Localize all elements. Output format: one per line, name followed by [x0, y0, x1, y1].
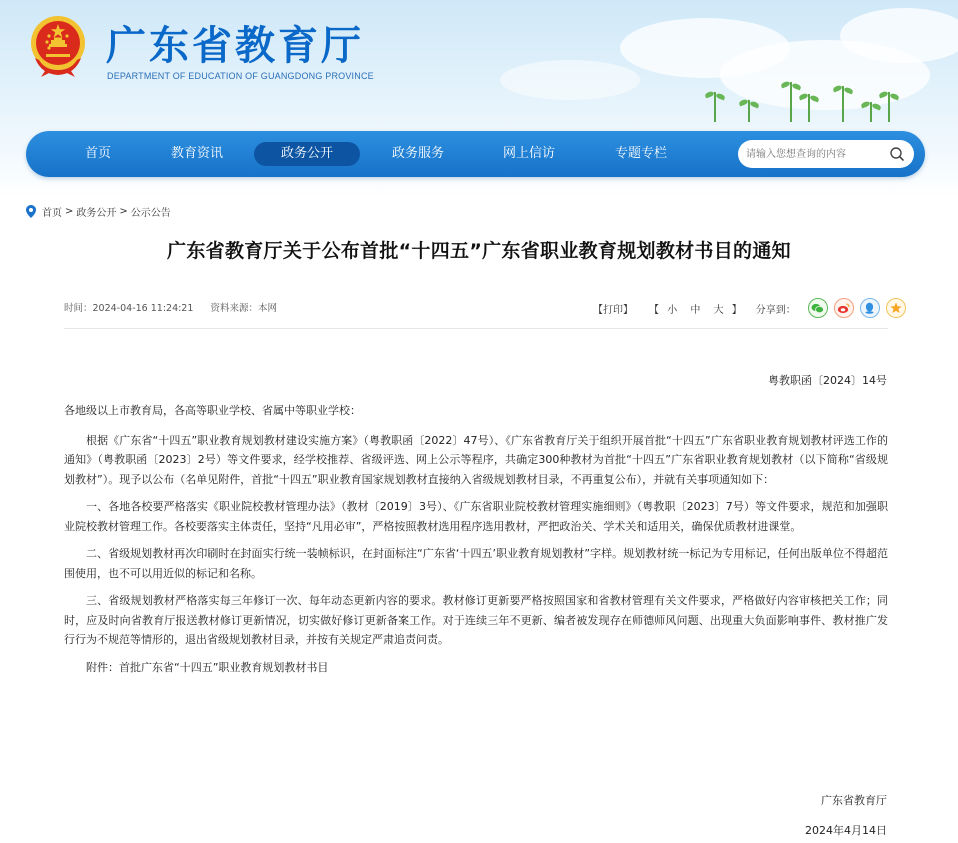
nav-item-education-news[interactable]: 教育资讯 — [170, 146, 223, 161]
addressee: 各地级以上市教育局，各高等职业学校、省属中等职业学校： — [64, 404, 361, 417]
nav-item-special-topics[interactable]: 专题专栏 — [614, 146, 667, 161]
breadcrumb-announcements[interactable]: 公示公告 — [130, 207, 171, 219]
site-header — [0, 0, 958, 200]
nav-item-government-affairs[interactable]: 政务公开 — [254, 142, 360, 166]
article-meta — [64, 300, 291, 314]
qq-icon[interactable] — [860, 298, 880, 318]
site-title: 广东省教育厅 — [106, 23, 364, 69]
publish-time: 时间：2024-04-16 11:24:21 — [64, 303, 194, 314]
cloud-decoration — [500, 60, 640, 100]
search-input[interactable] — [746, 144, 886, 164]
sprout-decoration — [790, 82, 792, 122]
sprout-decoration — [870, 102, 872, 122]
article-content — [64, 401, 888, 685]
qzone-icon[interactable] — [886, 298, 906, 318]
sprout-decoration — [808, 94, 810, 122]
breadcrumb-government-affairs[interactable]: 政务公开 — [76, 207, 117, 219]
weibo-icon[interactable] — [834, 298, 854, 318]
share-label: 分享到： — [755, 304, 796, 316]
nav-item-government-services[interactable]: 政务服务 — [391, 146, 444, 161]
location-pin-icon — [26, 205, 36, 218]
paragraph: 根据《广东省“十四五”职业教育规划教材建设实施方案》（粤教职函〔2022〕47号）、《广东省教育厅关于组织开展首批“十四五”广东省职业教育规划教材评选工作的通知》（粤教职函〔2023〕2号）等文件要求，经学校推荐、省级评选、网上公示等程序，共确定300种教材为首批“十四五”广东省职业教育规划教材（以下简称“省级规划教材”）。现予以公布（名单见附件，首批“十四五”职业教育国家规划教材直接纳入省级规划教材目录，不再重复公布），并就有关事项通知如下： — [64, 433, 888, 486]
site-subtitle: DEPARTMENT OF EDUCATION OF GUANGDONG PROVINCE — [107, 71, 374, 81]
nav-item-home[interactable]: 首页 — [84, 146, 111, 161]
font-size-bracket-open: 【 — [649, 304, 659, 316]
article-source: 资料来源：本网 — [210, 303, 277, 314]
font-size-controls — [649, 301, 742, 316]
font-size-bracket-close: 】 — [731, 304, 742, 316]
document-number: 粤教职函〔2024〕14号 — [768, 374, 887, 387]
breadcrumb — [26, 204, 171, 218]
paragraph: 一、各地各校要严格落实《职业院校教材管理办法》（教材〔2019〕3号）、《广东省职业院校教材管理实施细则》（粤教职〔2023〕7号）等文件要求，规范和加强职业院校教材管理工作。各校要落实主体责任，坚持“凡用必审”，严格按照教材选用程序选用教材，严把政治关、学术关和适用关，确保优质教材进课堂。 — [64, 500, 888, 533]
search-icon[interactable] — [889, 146, 905, 162]
national-emblem-icon — [27, 14, 89, 78]
paragraph: 二、省级规划教材再次印刷时在封面实行统一装帧标识，在封面标注“广东省‘十四五’职业教育规划教材”字样。规划教材统一标记为专用标记，任何出版单位不得超范围使用，也不可以用近似的标记和名称。 — [64, 547, 888, 580]
signature-date: 2024年4月14日 — [805, 824, 887, 837]
attachment-link[interactable]: 附件：首批广东省“十四五”职业教育规划教材书目 — [86, 660, 329, 674]
breadcrumb-separator: > — [119, 205, 128, 217]
sprout-decoration — [714, 92, 716, 122]
print-button[interactable]: 【打印】 — [593, 304, 633, 316]
wechat-icon[interactable] — [808, 298, 828, 318]
sprout-decoration — [748, 100, 750, 122]
nav-item-online-petition[interactable]: 网上信访 — [502, 146, 555, 161]
article-tools — [593, 297, 906, 319]
sprout-decoration — [888, 92, 890, 122]
meta-divider — [64, 328, 888, 329]
font-size-small-button[interactable]: 小 — [667, 304, 678, 316]
main-nav — [26, 131, 925, 177]
signature-organization: 广东省教育厅 — [821, 794, 887, 807]
cloud-decoration — [840, 8, 958, 63]
sprout-decoration — [842, 86, 844, 122]
breadcrumb-home[interactable]: 首页 — [42, 207, 62, 219]
font-size-large-button[interactable]: 大 — [713, 304, 724, 316]
font-size-medium-button[interactable]: 中 — [690, 304, 701, 316]
search-box — [738, 140, 914, 168]
breadcrumb-separator: > — [65, 205, 74, 217]
paragraph: 三、省级规划教材严格落实每三年修订一次、每年动态更新内容的要求。教材修订更新要严格按照国家和省教材管理有关文件要求，严格做好内容审核把关工作；同时，应及时向省教育厅报送教材修订更新情况，切实做好修订更新备案工作。对于连续三年不更新、编者被发现存在师德师风问题、出现重大负面影响事件、教材推广发行行为不规范等情形的，退出省级规划教材目录，并按有关规定严肃追责问责。 — [64, 594, 888, 646]
article-title: 广东省教育厅关于公布首批“十四五”广东省职业教育规划教材书目的通知 — [167, 240, 791, 262]
